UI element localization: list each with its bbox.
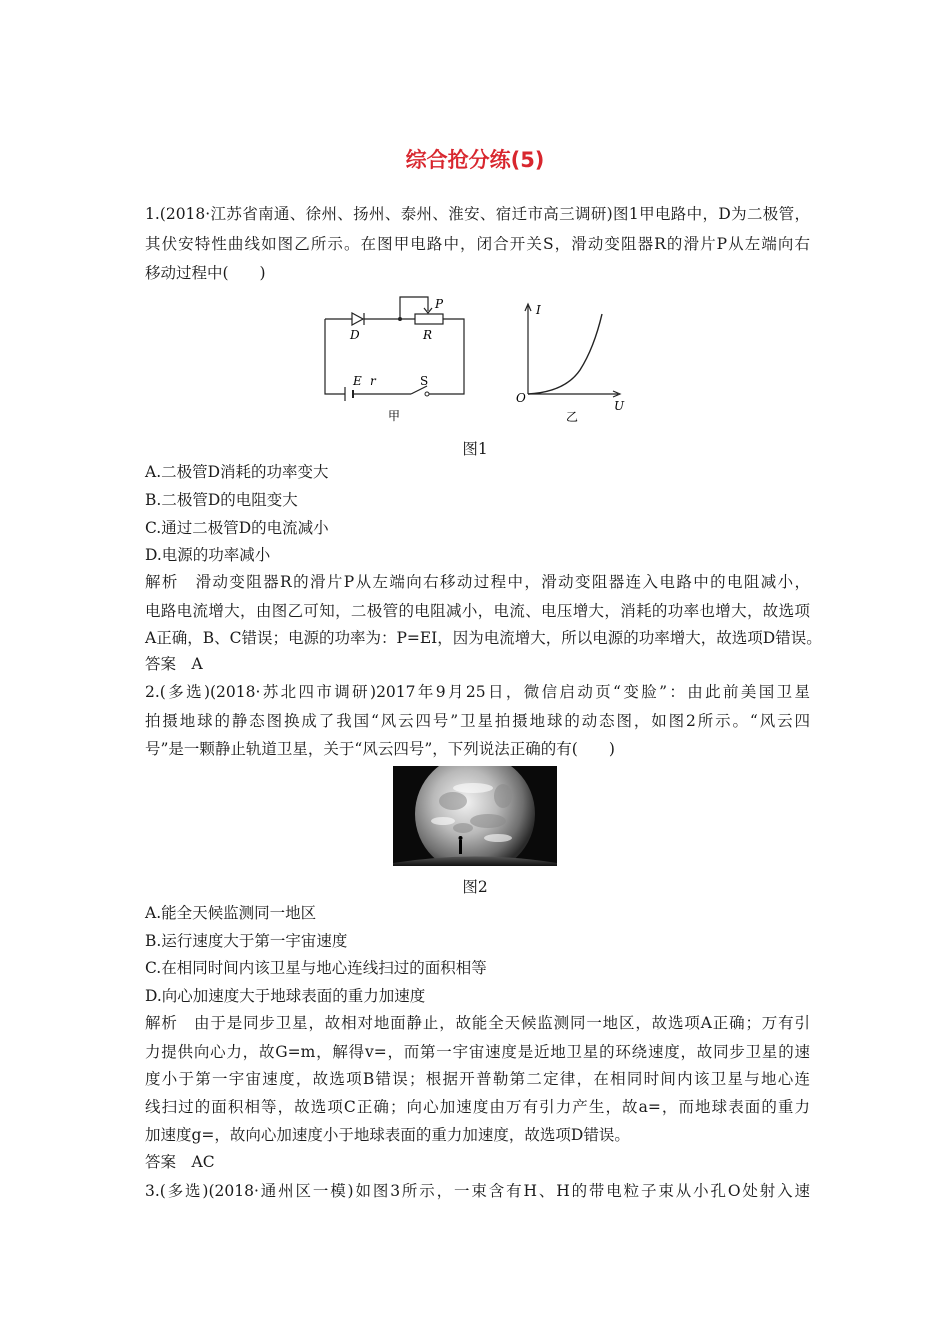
origin-label: O — [516, 391, 526, 405]
q2-stem-line-2: 拍摄地球的静态图换成了我国“风云四号”卫星拍摄地球的动态图，如图2所示。“风云四 — [145, 712, 810, 730]
q2-option-d: D.向心加速度大于地球表面的重力加速度 — [145, 987, 426, 1005]
q2-stem-line-3: 号”是一颗静止轨道卫星，关于“风云四号”，下列说法正确的有( ) — [145, 740, 615, 758]
q2-analysis-line-5: 加速度g=，故向心加速度小于地球表面的重力加速度，故选项D错误。 — [145, 1126, 630, 1144]
earth-image — [393, 766, 557, 866]
iu-curve-graph — [510, 300, 630, 425]
q2-analysis-line-2: 力提供向心力，故G=m，解得v=，而第一宇宙速度是近地卫星的环绕速度，故同步卫星的速 — [145, 1043, 810, 1061]
q1-answer: 答案 A — [145, 655, 203, 673]
q2-stem-line-1: 2.(多选)(2018·苏北四市调研)2017年9月25日，微信启动页“变脸”：由此前美国卫星 — [145, 683, 810, 701]
axis-label-u: U — [614, 399, 625, 413]
q2-option-c: C.在相同时间内该卫星与地心连线扫过的面积相等 — [145, 959, 487, 977]
person-silhouette — [459, 840, 462, 854]
q1-option-b: B.二极管D的电阻变大 — [145, 491, 298, 509]
label-d: D — [350, 328, 360, 342]
circuit-caption: 甲 — [388, 409, 401, 423]
label-s: S — [420, 374, 429, 388]
q1-analysis-line-3: A正确，B、C错误；电源的功率为：P=EI，因为电流增大，所以电源的功率增大，故选项D错误。 — [145, 629, 822, 647]
q1-stem-line-2: 其伏安特性曲线如图乙所示。在图甲电路中，闭合开关S，滑动变阻器R的滑片P从左端向右 — [145, 235, 810, 253]
q1-analysis-line-2: 电路电流增大，由图乙可知，二极管的电阻减小，电流、电压增大，消耗的功率也增大，故选项 — [145, 602, 810, 620]
iu-curve — [528, 314, 602, 394]
page-title: 综合抢分练(5) — [405, 148, 545, 172]
q1-option-a: A.二极管D消耗的功率变大 — [145, 463, 329, 481]
q2-analysis-line-4: 线扫过的面积相等，故选项C正确；向心加速度由万有引力产生，故a=，而地球表面的重力 — [145, 1098, 810, 1116]
q1-stem-line-3: 移动过程中( ) — [145, 264, 266, 282]
circuit-diagram — [315, 292, 475, 427]
label-e: E — [353, 374, 362, 388]
q2-option-b: B.运行速度大于第一宇宙速度 — [145, 932, 348, 950]
q2-analysis-line-3: 度小于第一宇宙速度，故选项B错误；根据开普勒第二定律，在相同时间内该卫星与地心连 — [145, 1070, 810, 1088]
label-r-internal: r — [370, 374, 376, 388]
label-r-rheostat: R — [423, 328, 433, 342]
graph-caption: 乙 — [566, 410, 579, 424]
figure-1-caption: 图1 — [462, 440, 488, 458]
axis-label-i: I — [536, 303, 541, 317]
q2-option-a: A.能全天候监测同一地区 — [145, 904, 317, 922]
q2-analysis-line-1: 解析 由于是同步卫星，故相对地面静止，故能全天候监测同一地区，故选项A正确；万有引 — [145, 1014, 810, 1032]
q1-analysis-line-1: 解析 滑动变阻器R的滑片P从左端向右移动过程中，滑动变阻器连入电路中的电阻减小， — [145, 573, 810, 591]
q1-stem-line-1: 1.(2018·江苏省南通、徐州、扬州、泰州、淮安、宿迁市高三调研)图1甲电路中，D为二极管， — [145, 205, 810, 223]
q1-option-c: C.通过二极管D的电流减小 — [145, 519, 329, 537]
junction-dot — [398, 317, 402, 321]
figure-2-caption: 图2 — [462, 878, 488, 896]
q1-option-d: D.电源的功率减小 — [145, 546, 271, 564]
label-p: P — [435, 297, 444, 311]
q2-answer: 答案 AC — [145, 1153, 215, 1171]
q3-stem-line-1: 3.(多选)(2018·通州区一模)如图3所示，一束含有H、H的带电粒子束从小孔O处射入速 — [145, 1182, 810, 1200]
